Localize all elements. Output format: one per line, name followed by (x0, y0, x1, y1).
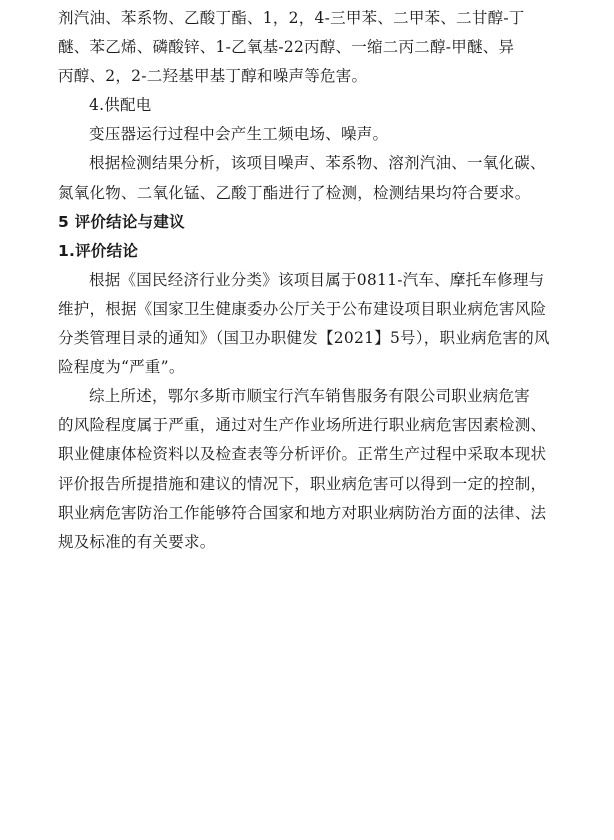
section-heading-conclusions: 5 评价结论与建议 (58, 212, 185, 231)
text-line: 维护，根据《国家卫生健康委办公厅关于公布建设项目职业病危害风险 (58, 299, 547, 318)
paragraph-transformer (58, 120, 558, 149)
text-line: 规及标准的有关要求。 (58, 532, 216, 551)
text-line: 职业病危害防治工作能够符合国家和地方对职业病防治方面的法律、法 (58, 503, 547, 522)
text-line: 的风险程度属于严重，通过对生产作业场所进行职业病危害因素检测、 (58, 416, 547, 435)
text-line: 氮氧化物、二氧化锰、乙酸丁酯进行了检测，检测结果均符合要求。 (58, 183, 531, 202)
text-line: 职业健康体检资料以及检查表等分析评价。正常生产过程中采取本现状 (58, 445, 547, 464)
text-line: 醚、苯乙烯、磷酸锌、1-乙氧基-22丙醇、一缩二丙二醇-甲醚、异 (58, 38, 515, 57)
paragraph-hazard-list (58, 4, 558, 91)
text-line: 险程度为“严重”。 (58, 358, 185, 377)
paragraph-detection-results (58, 149, 558, 207)
text-line: 分类管理目录的通知》（国卫办职健发【2021】5号），职业病危害的风 (58, 329, 550, 348)
subsection-label: 4.供配电 (89, 96, 152, 115)
text-line: 丙醇、2，2-二羟基甲基丁醇和噪声等危害。 (58, 67, 368, 86)
subsection-heading-evaluation-conclusion: 1.评价结论 (58, 241, 139, 260)
paragraph-industry-classification (58, 266, 558, 382)
document-body (58, 4, 558, 557)
paragraph-section-power-supply (58, 91, 558, 120)
text-line: 评价报告所提措施和建议的情况下，职业病危害可以得到一定的控制， (58, 474, 547, 493)
text-line: 综上所述，鄂尔多斯市顺宝行汽车销售服务有限公司职业病危害 (89, 387, 531, 406)
text-line: 变压器运行过程中会产生工频电场、噪声。 (89, 125, 389, 144)
paragraph-summary (58, 382, 558, 557)
text-line: 根据《国民经济行业分类》该项目属于0811-汽车、摩托车修理与 (89, 270, 545, 289)
text-line: 剂汽油、苯系物、乙酸丁酯、1，2，4-三甲苯、二甲苯、二甘醇-丁 (58, 9, 525, 27)
text-line: 根据检测结果分析，该项目噪声、苯系物、溶剂汽油、一氧化碳、 (89, 154, 546, 173)
